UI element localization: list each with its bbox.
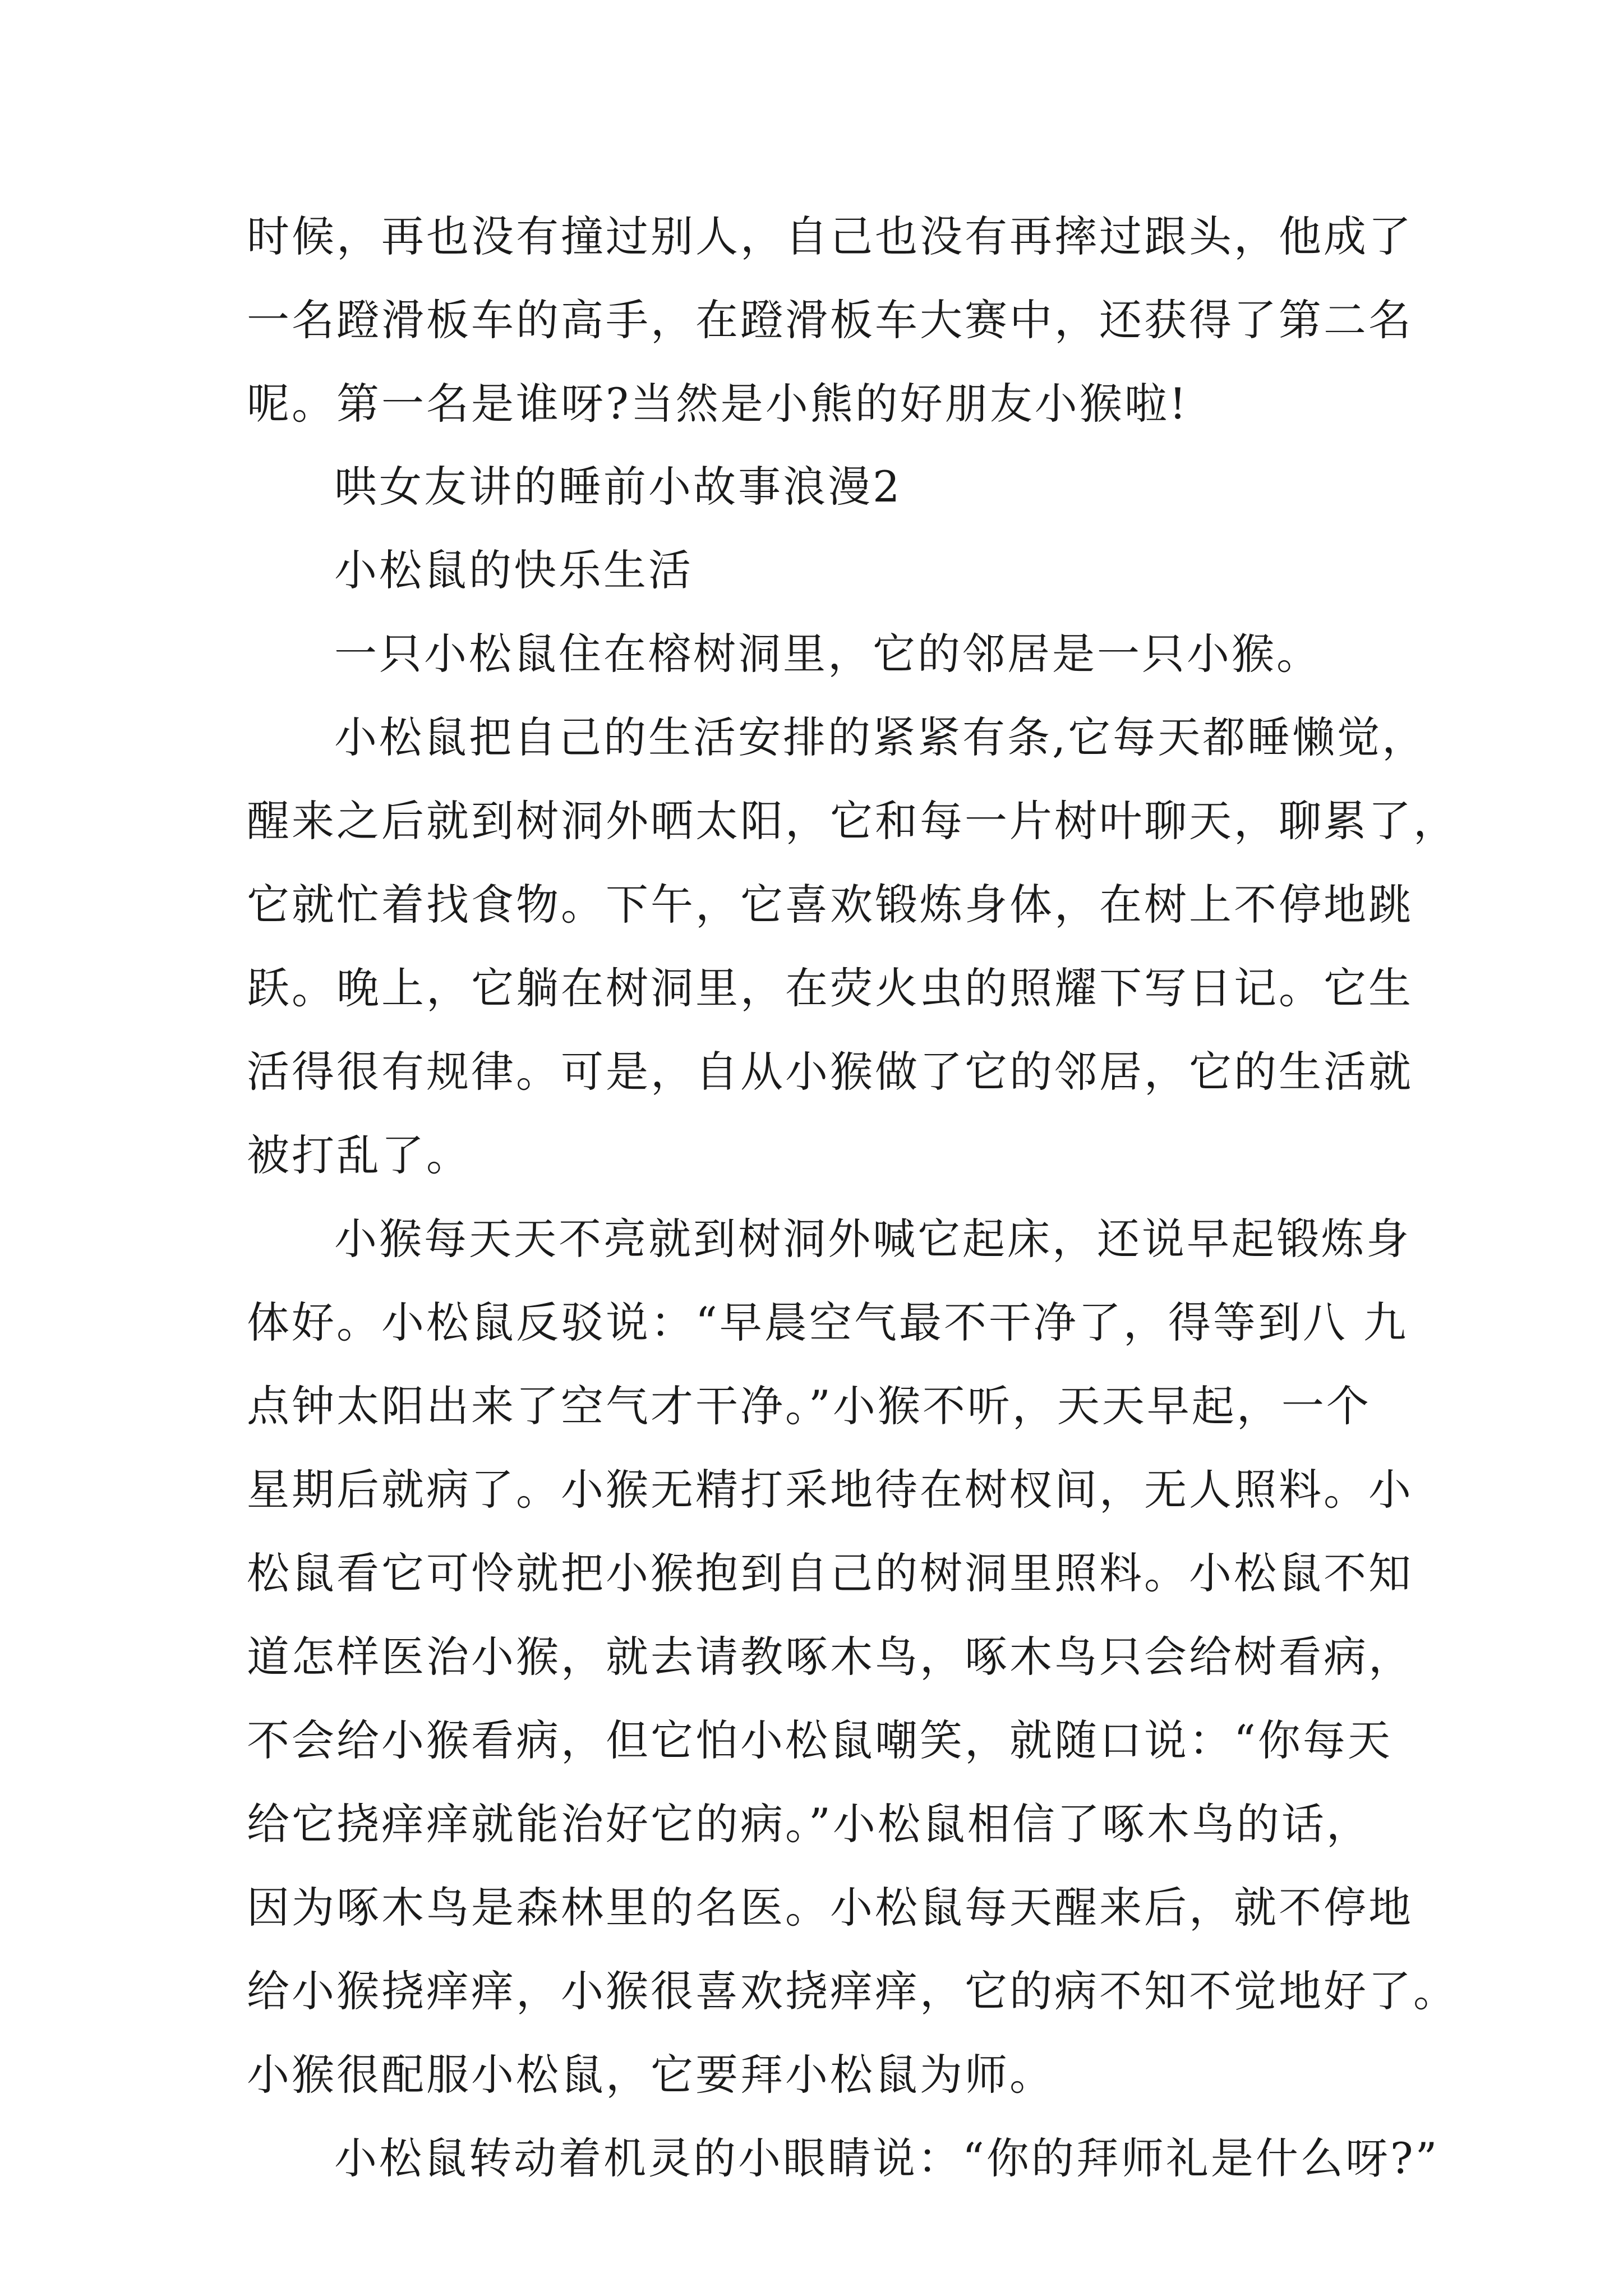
section-title: 哄女友讲的睡前小故事浪漫2 [334, 462, 902, 512]
text-line: 跃。晚上，它躺在树洞里，在荧火虫的照耀下写日记。它生 [247, 963, 1413, 1013]
text-line: 小松鼠转动着机灵的小眼睛说：“你的拜师礼是什么呀?” [334, 2133, 1440, 2183]
text-line: 不会给小猴看病，但它怕小松鼠嘲笑，就随口说：“你每天 [247, 1715, 1393, 1765]
text-line: 呢。第一名是谁呀?当然是小熊的好朋友小猴啦! [247, 379, 1189, 429]
text-line: 被打乱了。 [247, 1130, 471, 1180]
text-line: 道怎样医治小猴，就去请教啄木鸟，啄木鸟只会给树看病， [247, 1632, 1413, 1682]
text-line: 时候，再也没有撞过别人，自己也没有再摔过跟头，他成了 [247, 211, 1413, 261]
text-line: 点钟太阳出来了空气才干净。”小猴不听，天天早起，一个 [247, 1381, 1371, 1431]
text-line: 给小猴挠痒痒，小猴很喜欢挠痒痒，它的病不知不觉地好了。 [247, 1966, 1458, 2016]
story-title: 小松鼠的快乐生活 [334, 545, 693, 595]
text-line: 星期后就病了。小猴无精打采地待在树杈间，无人照料。小 [247, 1465, 1413, 1515]
text-line: 因为啄木鸟是森林里的名医。小松鼠每天醒来后，就不停地 [247, 1883, 1413, 1932]
text-line: 活得很有规律。可是，自从小猴做了它的邻居，它的生活就 [247, 1047, 1413, 1097]
text-line: 它就忙着找食物。下午，它喜欢锻炼身体，在树上不停地跳 [247, 880, 1413, 930]
text-line: 小猴很配服小松鼠，它要拜小松鼠为师。 [247, 2050, 1054, 2100]
text-line: 小松鼠把自己的生活安排的紧紧有条,它每天都睡懒觉， [334, 712, 1427, 762]
text-line: 一只小松鼠住在榕树洞里，它的邻居是一只小猴。 [334, 629, 1321, 679]
text-line: 醒来之后就到树洞外晒太阳，它和每一片树叶聊天，聊累了， [247, 796, 1458, 846]
text-line: 给它挠痒痒就能治好它的病。”小松鼠相信了啄木鸟的话， [247, 1799, 1371, 1849]
text-line: 小猴每天天不亮就到树洞外喊它起床，还说早起锻炼身 [334, 1214, 1411, 1264]
text-line: 松鼠看它可怜就把小猴抱到自己的树洞里照料。小松鼠不知 [247, 1548, 1413, 1598]
text-line: 体好。小松鼠反驳说：“早晨空气最不干净了，得等到八 九 [247, 1297, 1409, 1347]
text-line: 一名蹬滑板车的高手，在蹬滑板车大赛中，还获得了第二名 [247, 295, 1413, 345]
